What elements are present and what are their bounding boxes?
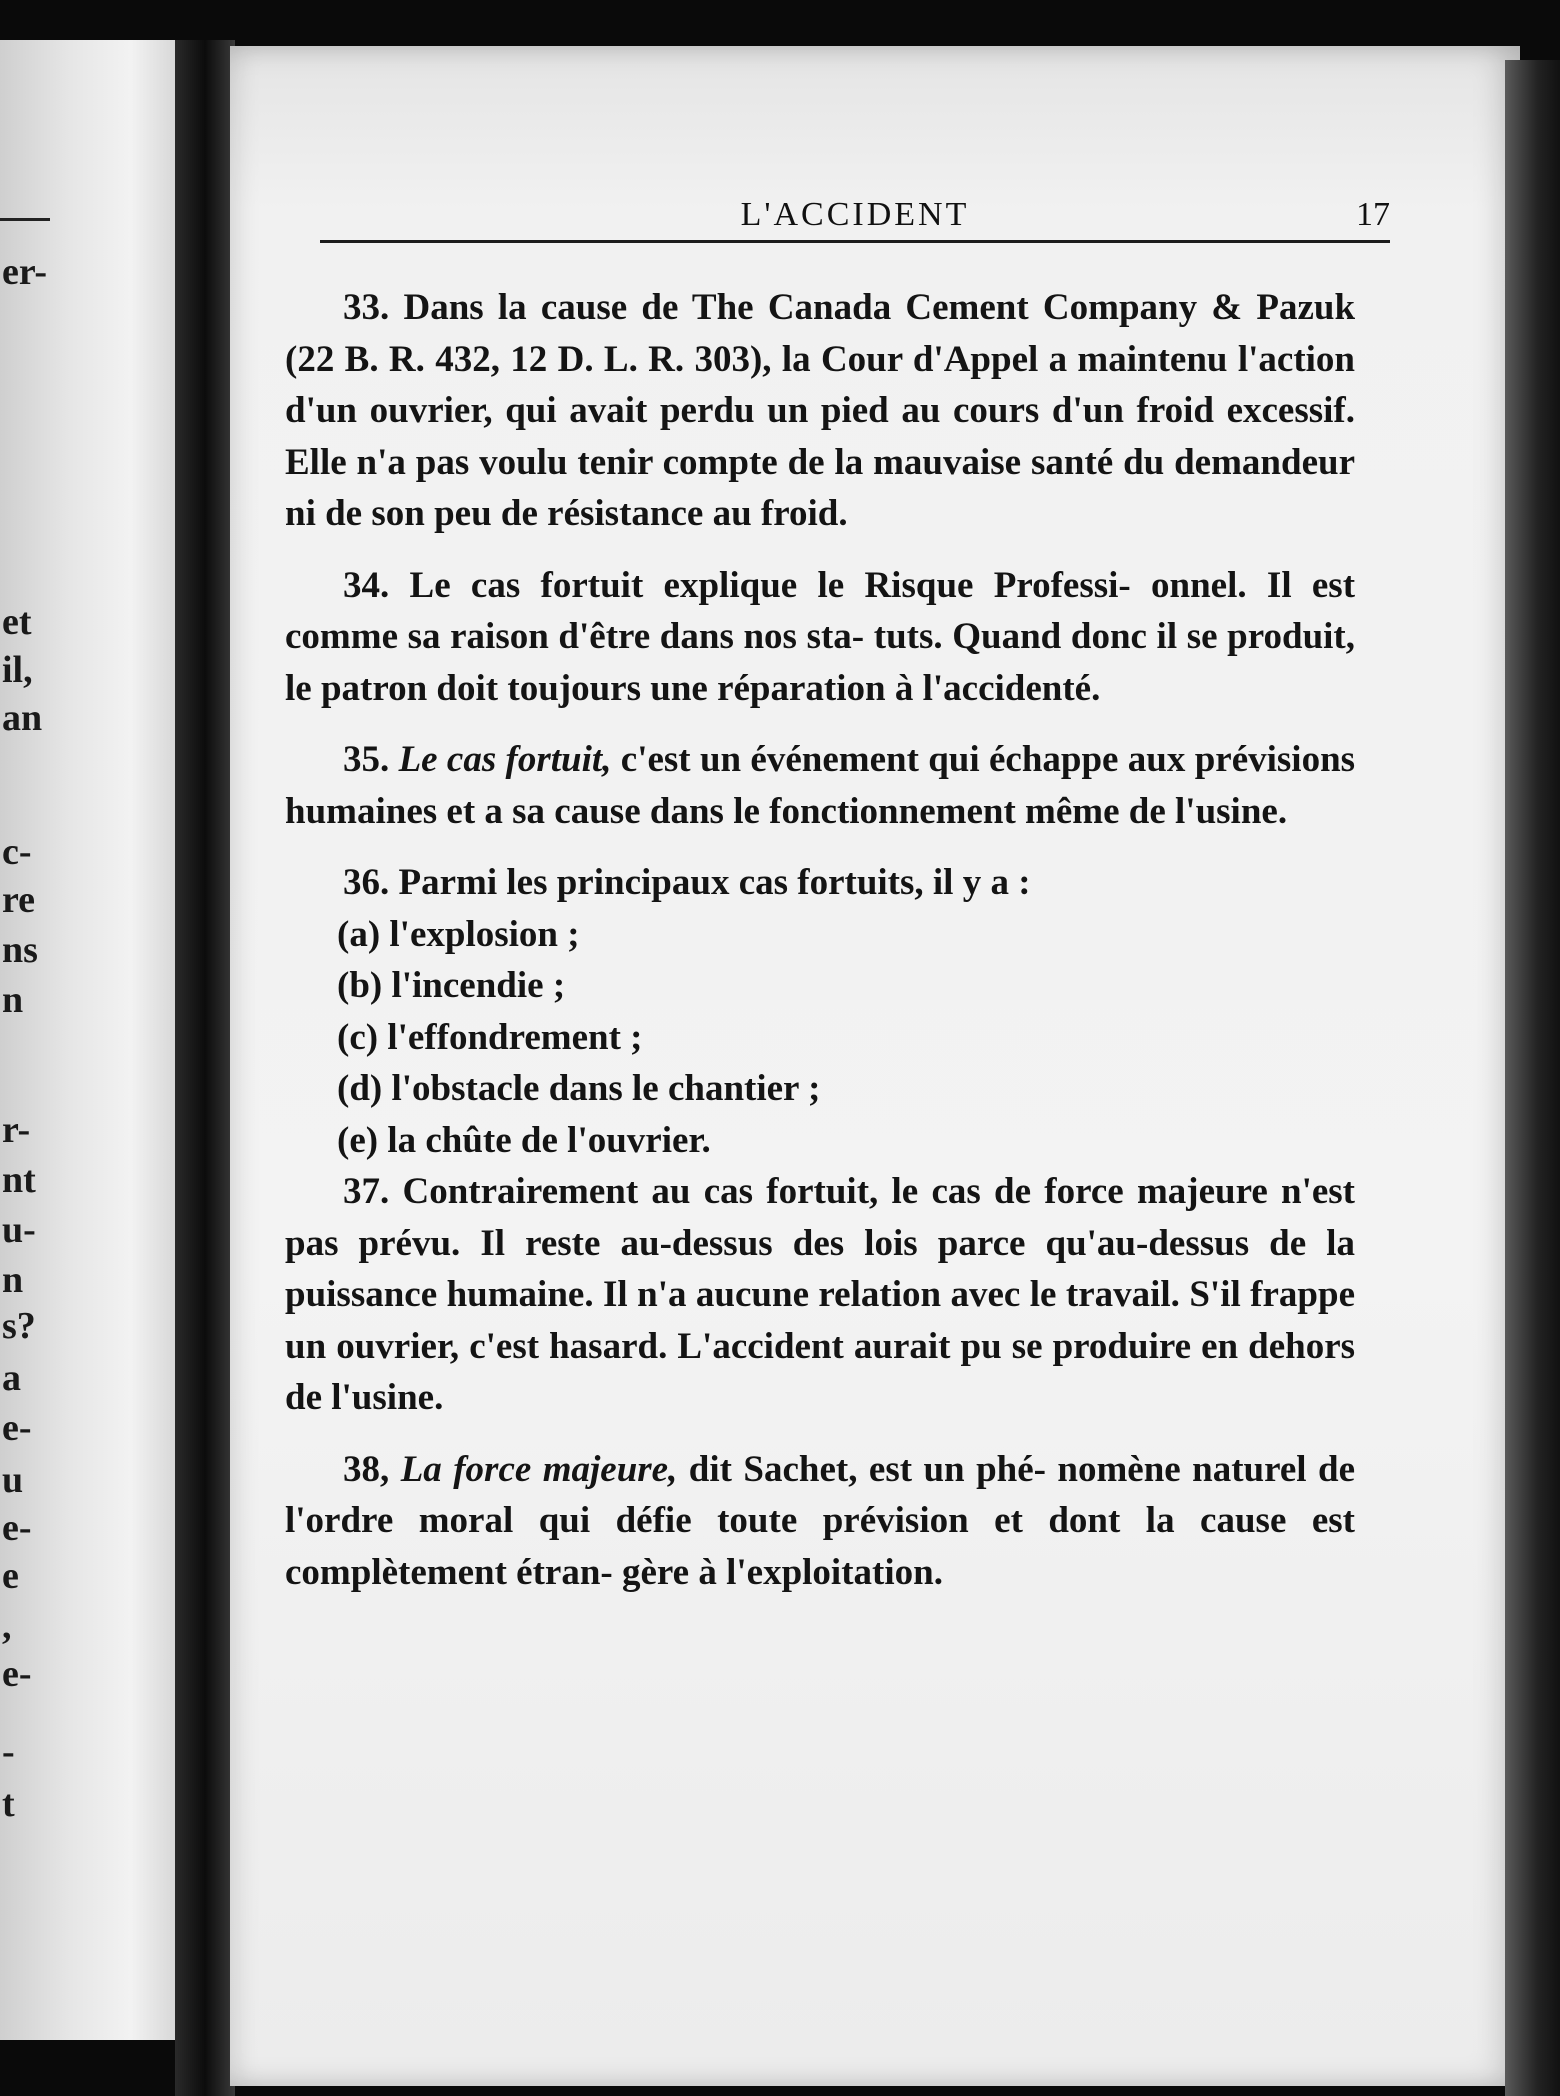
text-line: tuts. Quand donc il se produit, le patron doit [285,616,1356,709]
book-page [230,46,1520,2086]
previous-page-fragment: n [2,1259,24,1301]
previous-page-fragment: c- [2,831,32,873]
previous-page-edge [0,40,175,2040]
previous-page-fragment: re [2,879,36,921]
paragraph-number: 37. [343,1171,390,1212]
italic-term: Le cas fortuit, [398,739,612,780]
previous-page-fragment: a [2,1357,21,1399]
previous-page-fragment: e- [2,1507,32,1549]
text-line: Elle n'a pas voulu tenir compte de la mauvaise [285,441,1022,483]
list-item: (a) l'explosion ; [337,913,580,955]
paragraph-33 [285,282,1355,540]
previous-page-fragment: , [2,1605,12,1647]
previous-page-fragment: ns [2,929,38,971]
text-line: Parmi les principaux cas fortuits, il y a : [398,862,1031,903]
previous-page-fragment: u- [2,1209,36,1251]
text-line: prévision et dont la cause est complètement étran- [285,1500,1355,1593]
text-line: qui avait perdu un pied au cours d'un froid excessif. [505,390,1355,431]
paragraph-number: 34. [343,564,390,606]
italic-term: La force majeure, [400,1448,678,1490]
running-title: L'ACCIDENT [740,196,970,233]
paragraph-number: 35. [343,739,390,780]
previous-page-rule [0,218,50,221]
page-stack-edge [1505,60,1560,2096]
text-line: dit Sachet, est un phé- [688,1448,1046,1490]
paragraph-number: 38, [343,1448,390,1490]
text-line: Il n'a aucune relation avec le travail. S'il frappe [603,1274,1356,1315]
previous-page-fragment: - [2,1731,15,1773]
text-line: échappe aux prévisions humaines et a sa cause dans [285,739,1356,832]
paragraph-36 [285,857,1355,909]
paragraph-34 [285,560,1355,715]
page-number: 17 [1356,196,1390,233]
text-line: la Cour d'Appel a maintenu l'action d'un ouvrier, [285,338,1355,431]
list-item: (e) la chûte de l'ouvrier. [337,1119,711,1161]
paragraph-number: 36. [343,862,390,903]
page-body [285,282,1355,1598]
text-line: santé du demandeur ni de son peu de résistance au [285,441,1356,534]
text-line: le fonctionnement même de l'usine. [733,790,1288,832]
previous-page-fragment: il, [2,649,33,691]
list-item: (d) l'obstacle dans le chantier ; [337,1068,821,1109]
text-line: c'est un événement qui [620,739,980,780]
previous-page-fragment: nt [2,1159,36,1201]
text-line: produire en dehors de l'usine. [285,1325,1356,1418]
running-header [320,196,1390,246]
text-line: des lois parce qu'au-dessus de la puissance humaine. [285,1222,1356,1315]
paragraph-37 [285,1166,1355,1424]
text-line: nomène naturel de l'ordre moral qui défie toute [285,1448,1356,1541]
text-line: gère à l'exploitation. [621,1551,943,1593]
list-item: (b) l'incendie ; [337,965,566,1006]
header-rule [320,240,1390,243]
previous-page-fragment: u [2,1459,24,1501]
previous-page-fragment: s? [2,1305,36,1347]
previous-page-fragment: et [2,601,32,643]
text-line: Dans la cause de The Canada Cement [403,287,1029,328]
previous-page-fragment: e- [2,1653,32,1695]
text-line: Company & Pazuk (22 B. R. 432, 12 D. L. R. 303), [285,287,1356,380]
text-line: toujours une réparation à l'accidenté. [507,667,1101,709]
book-gutter [175,40,235,2096]
text-line: un ouvrier, c'est hasard. L'accident aurait pu se [285,1325,1043,1367]
list-item: (c) l'effondrement ; [337,1016,643,1058]
previous-page-fragment: er- [2,251,47,293]
text-line: force majeure n'est pas prévu. Il reste au-dessus [285,1171,1356,1264]
previous-page-fragment: t [2,1783,15,1825]
previous-page-fragment: r- [2,1109,31,1151]
text-line: froid. [760,493,848,534]
previous-page-fragment: e- [2,1407,32,1449]
paragraph-38 [285,1444,1355,1599]
previous-page-fragment: an [2,697,43,739]
text-line: onnel. Il est comme sa raison d'être dans nos sta- [285,564,1356,657]
text-line: Le cas fortuit explique le Risque Professi- [409,564,1131,606]
paragraph-number: 33. [343,287,390,328]
text-line: Contrairement au cas fortuit, le cas de [402,1171,1032,1212]
paragraph-35 [285,734,1355,837]
previous-page-fragment: e [2,1555,19,1597]
previous-page-fragment: n [2,979,24,1021]
